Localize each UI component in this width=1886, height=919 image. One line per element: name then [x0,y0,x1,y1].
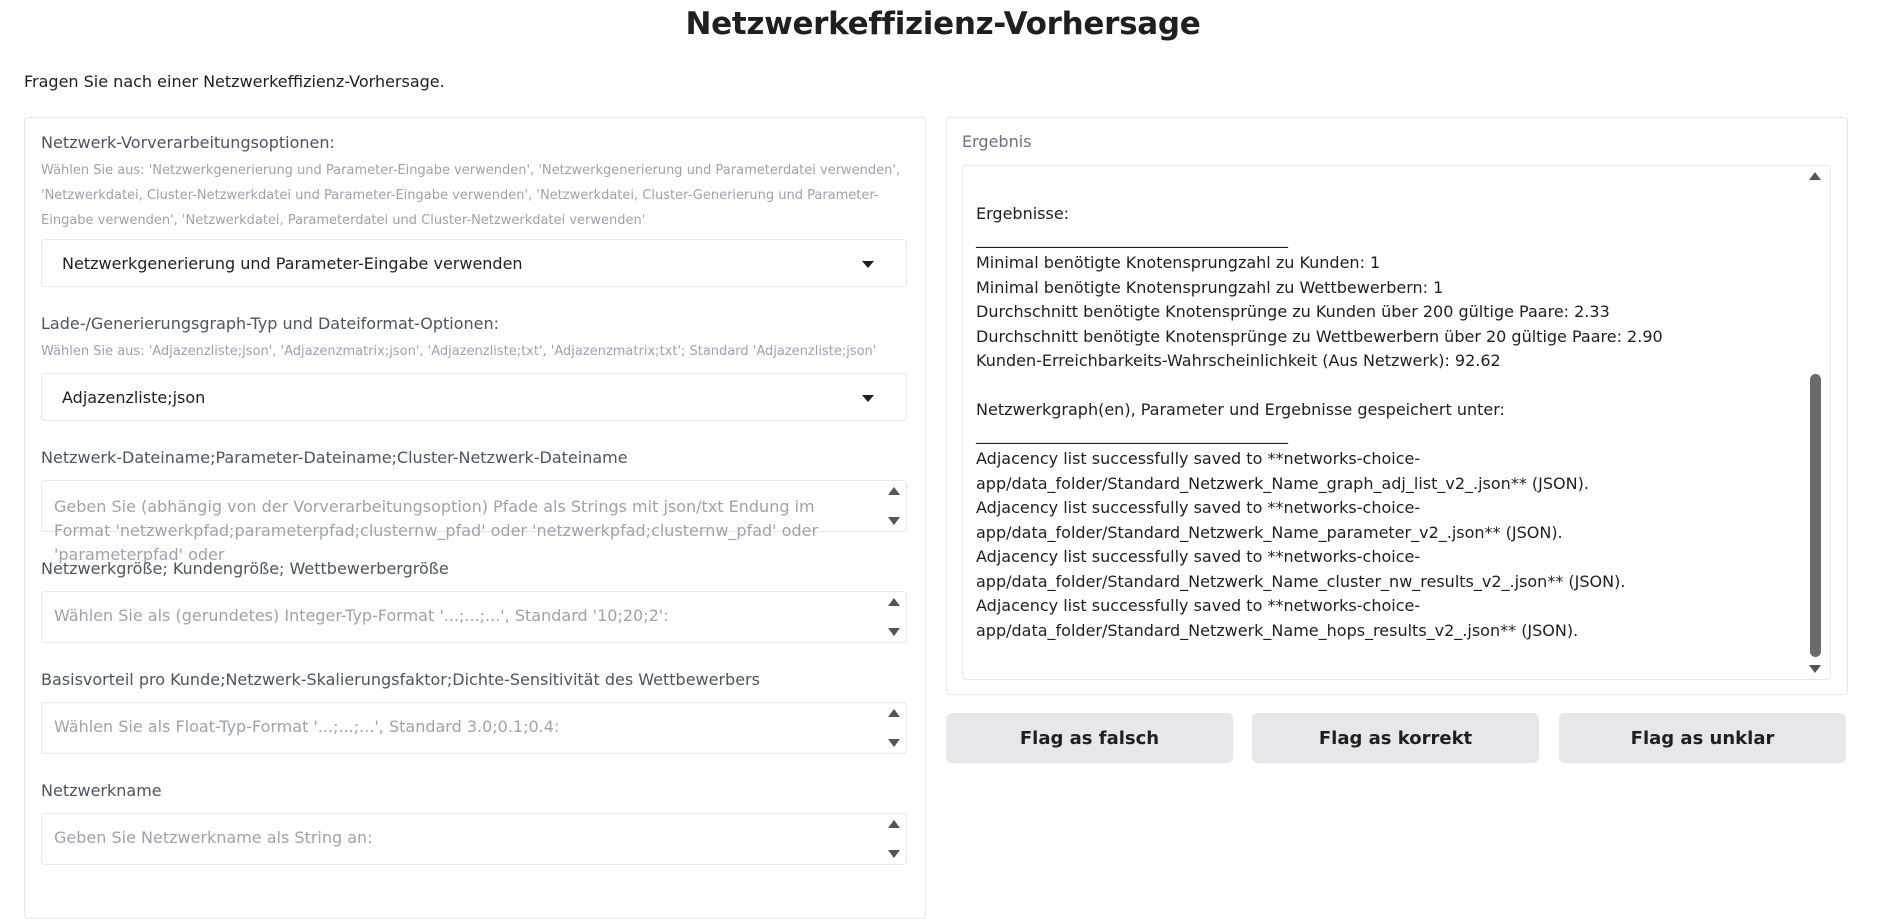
sizes-placeholder: Wählen Sie als (gerundetes) Integer-Typ-Format '...;...;...', Standard '10;20;2': [54,606,669,625]
spin-up-icon[interactable] [888,487,900,495]
result-line: _______________________________________ [976,424,1288,444]
result-line: Ergebnisse: [976,204,1070,223]
flag-correct-button[interactable]: Flag as korrekt [1252,713,1539,763]
filenames-placeholder: Geben Sie (abhängig von der Vorverarbeitungsoption) Pfade als Strings mit json/txt Endung im Format 'netzwerkpfad;parameterpfad;clusternw_pfad' oder 'netzwerkpfad;clusternw_pfad' oder 'parameterpfad' oder [54,497,819,564]
input-panel [24,117,926,919]
scrollbar-thumb[interactable] [1810,374,1821,657]
graph-type-info: Wählen Sie aus: 'Adjazenzliste;json', 'Adjazenzmatrix;json', 'Adjazenzliste;txt', 'Adjazenzmatrix;txt'; Standard 'Adjazenzliste;json' [41,344,877,359]
result-text [976,202,1796,643]
result-line: Durchschnitt benötigte Knotensprünge zu Wettbewerbern über 20 gültige Paare: 2.90 [976,326,1663,346]
spin-up-icon[interactable] [888,709,900,717]
preprocessing-value: Netzwerkgenerierung und Parameter-Eingabe verwenden [62,254,523,273]
filenames-input[interactable] [41,480,907,564]
result-line: Netzwerkgraph(en), Parameter und Ergebnisse gespeichert unter: [976,400,1505,419]
result-line: app/data_folder/Standard_Netzwerk_Name_parameter_v2_.json** (JSON). [976,522,1563,542]
result-line: _______________________________________ [976,228,1288,248]
page-title: Netzwerkeffizienz-Vorhersage [685,6,1201,42]
graph-type-label: Lade-/Generierungsgraph-Typ und Dateiformat-Optionen: [41,314,500,333]
flag-unclear-button[interactable]: Flag as unklar [1559,713,1846,763]
network-name-input[interactable] [41,813,907,865]
spin-up-icon[interactable] [888,598,900,606]
result-line: Minimal benötigte Knotensprungzahl zu Wettbewerbern: 1 [976,277,1444,297]
spin-up-icon[interactable] [888,820,900,828]
result-line: Adjacency list successfully saved to **networks-choice- [976,547,1421,566]
params-label: Basisvorteil pro Kunde;Netzwerk-Skalierungsfaktor;Dichte-Sensitivität des Wettbewerbers [41,670,760,689]
result-label: Ergebnis [962,132,1032,151]
filenames-label: Netzwerk-Dateiname;Parameter-Dateiname;Cluster-Netzwerk-Dateiname [41,448,628,467]
sizes-input[interactable] [41,591,907,643]
chevron-down-icon[interactable] [862,395,874,402]
result-line: app/data_folder/Standard_Netzwerk_Name_graph_adj_list_v2_.json** (JSON). [976,473,1589,493]
graph-type-dropdown[interactable] [41,373,907,421]
spin-down-icon[interactable] [888,628,900,636]
result-line: Durchschnitt benötigte Knotensprünge zu Kunden über 200 gültige Paare: 2.33 [976,302,1610,321]
preprocessing-dropdown[interactable] [41,239,907,287]
graph-type-value: Adjazenzliste;json [62,388,206,407]
preprocessing-info: Wählen Sie aus: 'Netzwerkgenerierung und Parameter-Eingabe verwenden', 'Netzwerkgenerierung und Parameterdatei verwenden', 'Netzwerkdatei, Cluster-Netzwerkdatei und Parameter-Eingabe verwenden', 'Netzwerkdatei, Cluster-Generierung und Parameter-Eingabe verwenden', 'Netzwerkdatei, Parameterdatei und Cluster-Netzwerkdatei verwenden' [41,163,901,228]
flag-false-button[interactable]: Flag as falsch [946,713,1233,763]
scroll-down-icon[interactable] [1809,665,1821,673]
result-line: Adjacency list successfully saved to **networks-choice- [976,449,1421,468]
params-input[interactable] [41,702,907,754]
preprocessing-label: Netzwerk-Vorverarbeitungsoptionen: [41,133,335,152]
output-panel [946,117,1848,695]
spin-down-icon[interactable] [888,850,900,858]
page-description: Fragen Sie nach einer Netzwerkeffizienz-Vorhersage. [24,72,445,91]
network-name-label: Netzwerkname [41,781,162,800]
result-line: Adjacency list successfully saved to **networks-choice- [976,498,1421,517]
result-line [976,374,1796,399]
spin-down-icon[interactable] [888,739,900,747]
result-textarea[interactable] [962,165,1831,680]
result-line: app/data_folder/Standard_Netzwerk_Name_cluster_nw_results_v2_.json** (JSON). [976,571,1626,591]
result-line: Minimal benötigte Knotensprungzahl zu Kunden: 1 [976,253,1381,272]
network-name-placeholder: Geben Sie Netzwerkname als String an: [54,828,373,847]
result-line: Kunden-Erreichbarkeits-Wahrscheinlichkeit (Aus Netzwerk): 92.62 [976,351,1501,370]
result-line: app/data_folder/Standard_Netzwerk_Name_hops_results_v2_.json** (JSON). [976,620,1579,640]
scroll-up-icon[interactable] [1809,172,1821,180]
chevron-down-icon[interactable] [862,261,874,268]
params-placeholder: Wählen Sie als Float-Typ-Format '...;...;...', Standard 3.0;0.1;0.4: [54,717,560,736]
spin-down-icon[interactable] [888,517,900,525]
sizes-label: Netzwerkgröße; Kundengröße; Wettbewerbergröße [41,559,449,578]
result-line: Adjacency list successfully saved to **networks-choice- [976,596,1421,615]
